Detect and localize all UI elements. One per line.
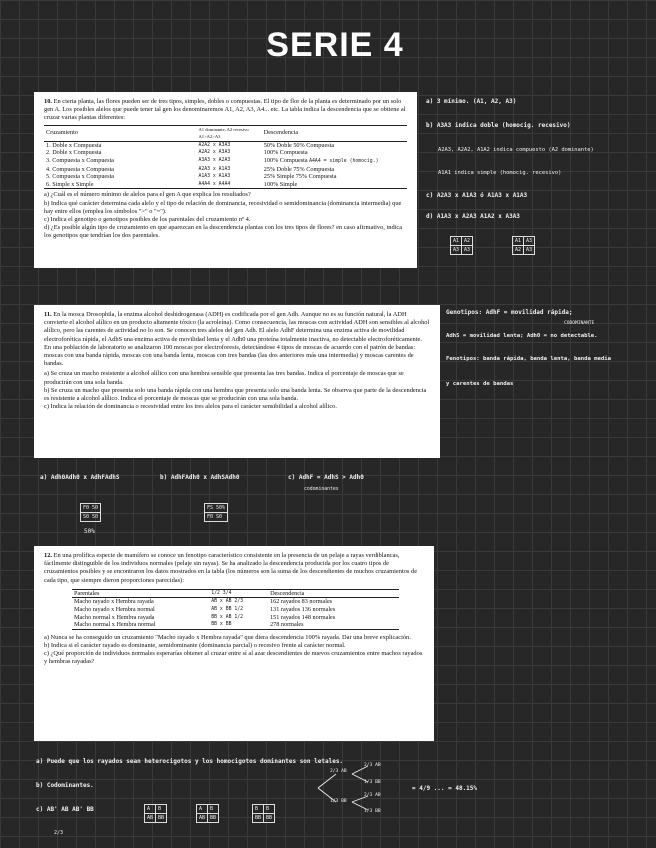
col-descendencia: Descendencia <box>268 589 399 598</box>
page-title: SERIE 4 <box>266 26 404 64</box>
question: b) Indica qué carácter determina cada alelo y el tipo de relación de dominancia, recesividad o semidominancia (dominancia intermedia) que hay entre ellos (emplea los símbolos ">" o "="). <box>44 199 402 215</box>
punnett-12c-1: A B AB BB <box>144 804 167 823</box>
table-row: Macho normal x Hembra normal BB x BB 278 normales <box>72 621 399 629</box>
question: c) Indica el genotipo o genotipos posibles de los parentales del cruzamiento nº 4. <box>44 215 251 223</box>
problem-10-statement: 10. En cierta planta, las flores pueden ser de tres tipos, simples, dobles o compuestas. El tipo de flor de la planta es determinado por un solo gen A. Los posibles alelos que puede tener tal gen los denominaremos A1, A2, A3, A4... etc. La tabla indica la descendencia que se obtiene al cruzar varias plantas diferentes: <box>44 98 406 122</box>
punnett-11b: FS 50% F0 S0 <box>204 503 228 522</box>
note-12a: a) Puede que los rayados sean heterocigotos y los homocigotos dominantes son letales. <box>36 758 344 765</box>
answer-11c-note: codominantes <box>304 487 339 492</box>
col-note: 1/2 3/4 <box>209 589 268 598</box>
problem-12-statement: 12. En una prolífica especie de mamífero se conoce un fenotipo característico consistente en la presencia de un pelaje a rayas verdiblancas, fácilmente distinguible de los individuos normales (pelaje sin rayas). Se ha analizado la descendencia producida por los cuatro tipos de cruzamientos posibles y se encontraron los datos mostrados en la tabla (los números son la suma de los descendientes de muchos cruzamientos de cada tipo, que siempre dieron proporciones parecidas): <box>44 552 418 584</box>
problem-11-statement: 11. En la mosca Drosophila, la enzima alcohol deshidrogenasa (ADH) es codificada por el gen Adh. Aunque no es su función natural, la ADH convierte el alcohol alílico en un producto altamente tóxico (la acroleína). Como consecuencia, las moscas con actividad ADH son sensibles al alcohol alílico, pero las carentes de actividad no lo son. Se conocen tres alelos del gen Adh. El alelo AdhF determina una enzima activa de movilidad electroforética rápida, el AdhS una enzima activa de movilidad lenta y el Adh0 una proteína totalmente inactiva, no detectable electroforéticamente. En una población de laboratorio se analizaron 100 moscas por electroforesis, detectándose 4 tipos de moscas de acuerdo con el patrón de bandas: moscas con una banda rápida, moscas con una banda lenta, moscas con tres bandas (las dos anteriores más una intermedia) y moscas carentes de bandas. <box>44 311 430 368</box>
table-row: 6. Simple x Simple A4A4 x A4A4 100% Simple <box>44 181 407 189</box>
tree-label: 1/3 BB <box>330 799 347 804</box>
side-note: A4A4 = simple (homocig.) <box>309 158 379 164</box>
table-row: 2. Doble x Compuesta A2A2 x A3A3 100% Compuesta <box>46 149 308 157</box>
table-row: 5. Compuesta x Compuesta A1A3 x A1A3 25% Simple 75% Compuesta <box>46 173 337 181</box>
question: a) Se cruza un macho resistente a alcohol alílico con una hembra sensible que presenta las tres bandas. Indica el porcentaje de moscas que se producirán con una sola banda. <box>44 370 404 386</box>
note-10b: b) A3A3 indica doble (homocig. recesivo) <box>426 122 571 129</box>
punnett-11a: F0 50 S0 50 <box>80 503 101 522</box>
note-10c: c) A2A3 x A1A3 ó A1A3 x A1A3 <box>426 192 528 199</box>
note-12c-frac: 2/3 <box>54 830 64 836</box>
question: b) Se cruza un macho que presenta solo una banda rápida con una hembra que presenta solo una banda lenta. Se observa que parte de la descendencia es resistente a alcohol alílico. Indica el porcentaje de moscas que se producirán con una sola banda. <box>44 386 427 403</box>
answer-11b: b) AdhFAdh0 x AdhSAdh0 <box>160 474 240 481</box>
col-notes: A1 dominante, A2 recesivo A1>A2>A3 <box>196 125 261 141</box>
answer-11a: a) Adh0Adh0 x AdhFAdhS <box>40 474 120 481</box>
table-row: Macho rayado x Hembra normal AB x BB 1/2 131 rayados 136 normales <box>74 606 336 613</box>
table-row: Macho normal x Hembra rayada BB x AB 1/2 151 rayados 148 normales <box>74 613 336 621</box>
punnett-10d-2: A1 A3 A2 A3 <box>512 236 535 255</box>
answer-11c: c) AdhF = AdhS > Adh0 <box>288 474 364 481</box>
note-10b-2: A2A3, A2A2, A1A2 indica compuesto (A2 dominante) <box>438 147 594 153</box>
tree-label: 2/3 AB <box>364 793 381 798</box>
table-row: 4. Compuesta x Compuesta A2A3 x A1A3 25% Doble 75% Compuesta <box>46 165 335 173</box>
note-10b-3: A1A1 indica simple (homocig. recesivo) <box>438 170 562 176</box>
col-cruzamiento: Cruzamiento <box>44 125 196 141</box>
table-row: Macho rayado x Hembra rayada AB x AB 2/3 162 rayados 83 normales <box>74 598 333 606</box>
question: c) ¿Qué proporción de individuos normales esperarías obtener al cruzar entre sí al azar descendientes de nuevos cruzamientos entre machos rayados y hembras rayadas? <box>44 650 423 666</box>
note-10a: a) 3 mínimo. (A1, A2, A3) <box>426 98 517 105</box>
col-parentales: Parentales <box>72 589 209 598</box>
note-11-genotipos: Genotipos: AdhF = movilidad rápida; <box>446 309 573 316</box>
note-11-fenotipos-2: y carentes de bandas <box>446 381 514 387</box>
question: d) ¿Es posible algún tipo de cruzamiento en que aparezcan en la descendencia plantas con los tres tipos de flores? en caso afirmativo, indica los genotipos que tendrían los dos parentales. <box>44 224 403 240</box>
note-12c: c) AB' AB AB' BB <box>36 806 94 813</box>
note-11-codominante: CODOMINANTE <box>564 321 595 326</box>
note-11-fenotipos: Fenotipos: banda rápida, banda lenta, banda media <box>446 356 612 362</box>
question: a) ¿Cuál es el número mínimo de alelos para el gen A que explica los resultados? <box>44 191 251 199</box>
tree-label: 2/3 AB <box>330 769 347 774</box>
col-descendencia: Descendencia <box>262 125 407 141</box>
punnett-12c-3: B B BB BB <box>252 804 275 823</box>
punnett-10d-1: A1 A2 A3 A3 <box>450 236 473 255</box>
note-10d: d) A1A3 x A2A3 A1A2 x A3A3 <box>426 213 520 220</box>
tree-label: 1/3 BB <box>364 809 381 814</box>
note-12c-result: = 4/9 ... = 48.15% <box>412 785 478 792</box>
tree-label: 2/3 AB <box>364 763 381 768</box>
table-row: 1. Doble x Compuesta A2A2 x A3A3 50% Doble 50% Compuesta <box>46 141 335 149</box>
note-11-genotipos-2: AdhS = movilidad lenta; Adh0 = no detectable. <box>446 333 598 339</box>
question: a) Nunca se ha conseguido un cruzamiento "Macho rayado x Hembra rayada" que diera descendencia 100% rayada. Dar una breve explicación. <box>44 633 411 641</box>
answer-11a-result: 50% <box>84 528 95 535</box>
table-row: 3. Compuesta x Compuesta A3A3 x A2A3 100% Compuesta A4A4 = simple (homocig.) <box>46 156 379 165</box>
question: b) Indica si el carácter rayado es dominante, semidominante (dominancia parcial) o recesivo frente al carácter normal. <box>44 641 346 649</box>
question: c) Indica la relación de dominancia o recesividad entre los tres alelos para el carácter sensibilidad a alcohol alílico. <box>44 403 337 411</box>
tree-label: 1/3 BB <box>364 780 381 785</box>
note-12b: b) Codominantes. <box>36 782 94 789</box>
punnett-12c-2: A B AB BB <box>196 804 219 823</box>
